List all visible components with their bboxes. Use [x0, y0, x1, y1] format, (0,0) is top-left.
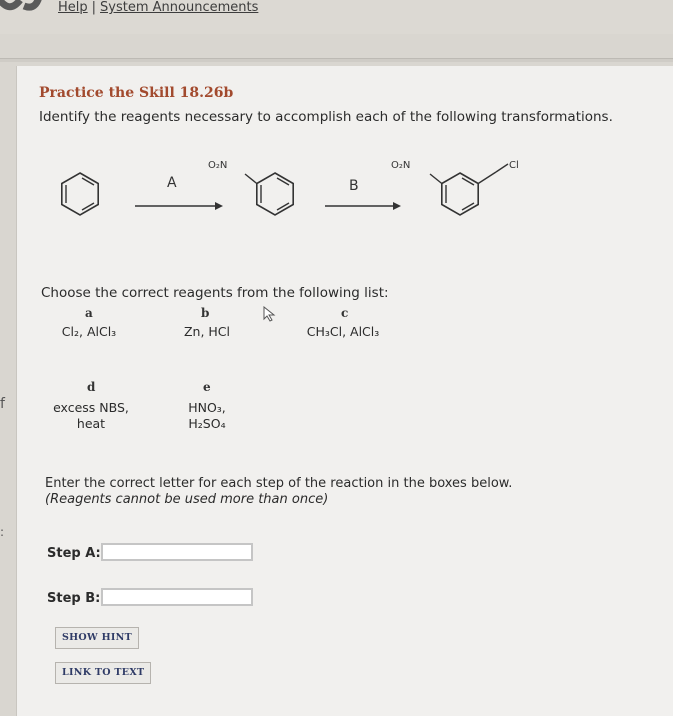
arrow-b: [325, 202, 401, 210]
option-d-text: [41, 400, 141, 432]
top-bar: [0, 0, 673, 34]
problem-panel: [16, 66, 673, 716]
header-divider: [0, 58, 673, 62]
arrow-a: [135, 202, 223, 210]
option-e-text: [157, 400, 257, 432]
option-e-letter: e: [203, 380, 211, 394]
option-a-letter: a: [85, 306, 93, 320]
logo-icon: [0, 0, 46, 16]
help-link[interactable]: Help: [58, 0, 88, 15]
arrow-b-label: B: [349, 178, 359, 194]
system-announcements-link[interactable]: System Announcements: [100, 0, 259, 15]
option-d-letter: d: [87, 380, 96, 394]
choose-instruction: Choose the correct reagents from the following list:: [41, 285, 389, 301]
option-d-line1: excess NBS,: [53, 400, 129, 415]
step-b-label: Step B:: [47, 591, 101, 606]
show-hint-button[interactable]: SHOW HINT: [55, 627, 139, 649]
answer-instruction-text: Enter the correct letter for each step of the reaction in the boxes below.: [45, 476, 513, 491]
nitro-label-2: O₂N: [391, 160, 411, 171]
option-c-letter: c: [341, 306, 349, 320]
nitro-chloromethyl-structure: [430, 164, 508, 215]
option-e-line2: H₂SO₄: [188, 416, 226, 431]
option-b-text: Zn, HCl: [183, 324, 231, 339]
edge-fragment: f: [0, 396, 5, 412]
mouse-cursor-icon: [263, 306, 277, 322]
nitrobenzene-structure: [245, 173, 293, 215]
arrow-a-label: A: [167, 175, 177, 191]
chloro-label: Cl: [509, 160, 519, 171]
step-a-input[interactable]: [101, 543, 253, 561]
step-a-label: Step A:: [47, 546, 101, 561]
option-b-letter: b: [201, 306, 210, 320]
step-b-input[interactable]: [101, 588, 253, 606]
benzene-structure: [62, 173, 98, 215]
answer-instructions: [45, 476, 512, 508]
top-links: [58, 0, 258, 15]
link-to-text-button[interactable]: LINK TO TEXT: [55, 662, 151, 684]
link-separator: |: [91, 0, 97, 15]
problem-title: Practice the Skill 18.26b: [39, 85, 234, 101]
option-e-line1: HNO₃,: [188, 400, 226, 415]
nitro-label-1: O₂N: [208, 160, 228, 171]
option-d-line2: heat: [76, 416, 106, 431]
problem-question: Identify the reagents necessary to accomplish each of the following transformations.: [39, 109, 613, 125]
option-a-text: Cl₂, AlCl₃: [61, 324, 117, 339]
option-c-text: CH₃Cl, AlCl₃: [306, 324, 380, 339]
edge-fragment-2: :: [0, 525, 5, 539]
answer-note: (Reagents cannot be used more than once): [45, 492, 329, 507]
